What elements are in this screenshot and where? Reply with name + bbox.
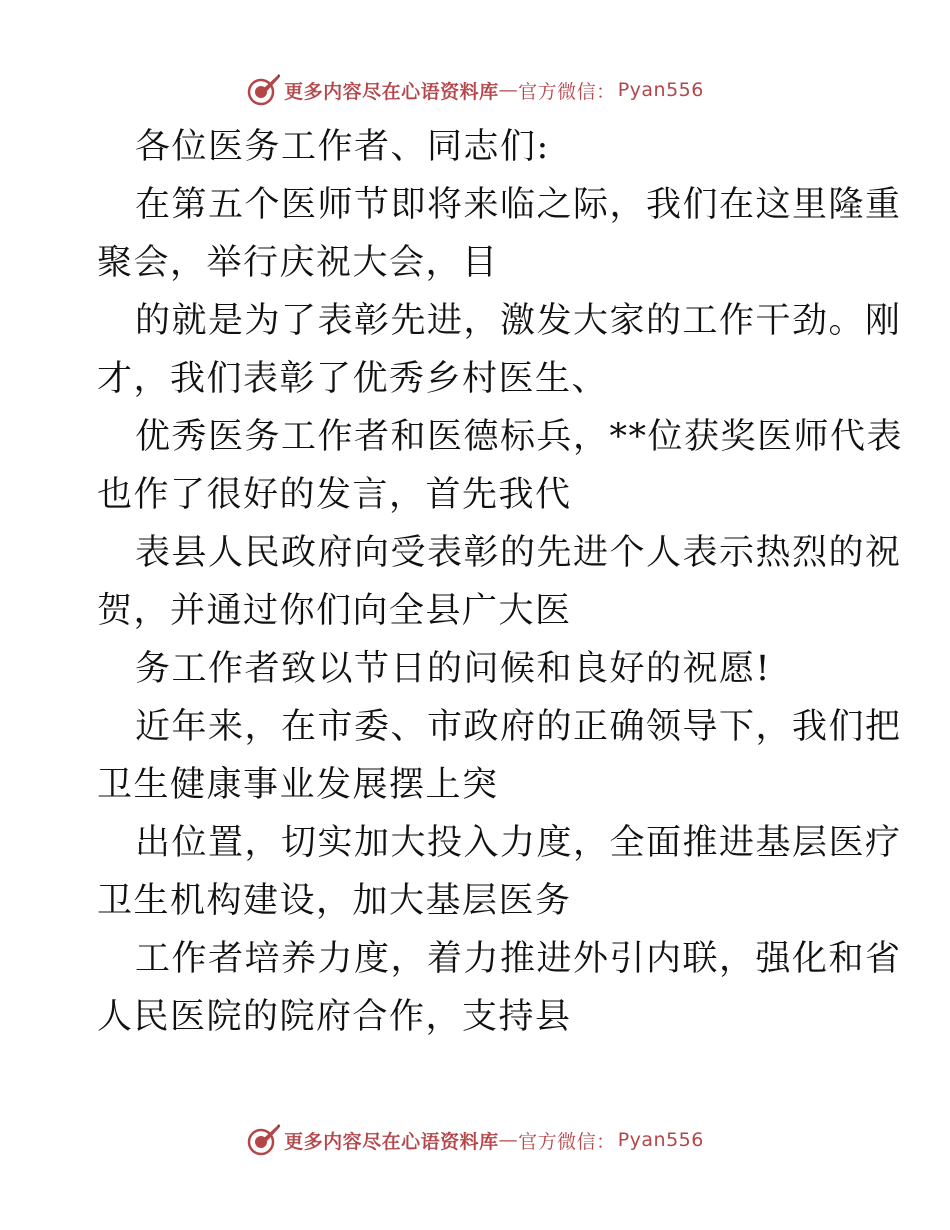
footer-separator: —	[498, 1129, 519, 1151]
footer-banner	[0, 1120, 950, 1160]
footer-site-text: 更多内容尽在心语资料库	[284, 1130, 499, 1153]
body-line: 卫生健康事业发展摆上突	[97, 765, 499, 805]
body-line: 在第五个医师节即将来临之际，我们在这里隆重	[135, 185, 902, 225]
body-line: 表县人民政府向受表彰的先进个人表示热烈的祝	[135, 533, 902, 573]
header-wechat-id: Pyan556	[617, 79, 704, 101]
document-body	[97, 118, 904, 1046]
body-line: 出位置，切实加大投入力度，全面推进基层医疗	[135, 823, 902, 863]
body-line: 务工作者致以节日的问候和良好的祝愿!	[135, 649, 772, 689]
body-line: 人民医院的院府合作，支持县	[97, 997, 572, 1037]
header-wechat-label: 官方微信：	[518, 80, 616, 103]
body-line: 也作了很好的发言，首先我代	[97, 475, 572, 515]
header-separator: —	[498, 79, 519, 101]
body-line: 聚会，举行庆祝大会，目	[97, 243, 499, 283]
body-line: 才，我们表彰了优秀乡村医生、	[97, 359, 609, 399]
body-line-salutation: 各位医务工作者、同志们:	[135, 127, 550, 167]
body-line: 卫生机构建设，加大基层医务	[97, 881, 572, 921]
header-site-text: 更多内容尽在心语资料库	[284, 80, 499, 103]
body-line: 贺，并通过你们向全县广大医	[97, 591, 572, 631]
pen-nib-logo-icon	[246, 73, 280, 107]
body-line: 近年来，在市委、市政府的正确领导下，我们把	[135, 707, 902, 747]
header-banner	[0, 70, 950, 110]
body-line: 工作者培养力度，着力推进外引内联，强化和省	[135, 939, 902, 979]
body-line: 优秀医务工作者和医德标兵，**位获奖医师代表	[135, 417, 904, 457]
pen-nib-logo-icon	[246, 1123, 280, 1157]
body-line: 的就是为了表彰先进，激发大家的工作干劲。刚	[135, 301, 902, 341]
footer-wechat-label: 官方微信：	[518, 1130, 616, 1153]
footer-wechat-id: Pyan556	[617, 1129, 704, 1151]
